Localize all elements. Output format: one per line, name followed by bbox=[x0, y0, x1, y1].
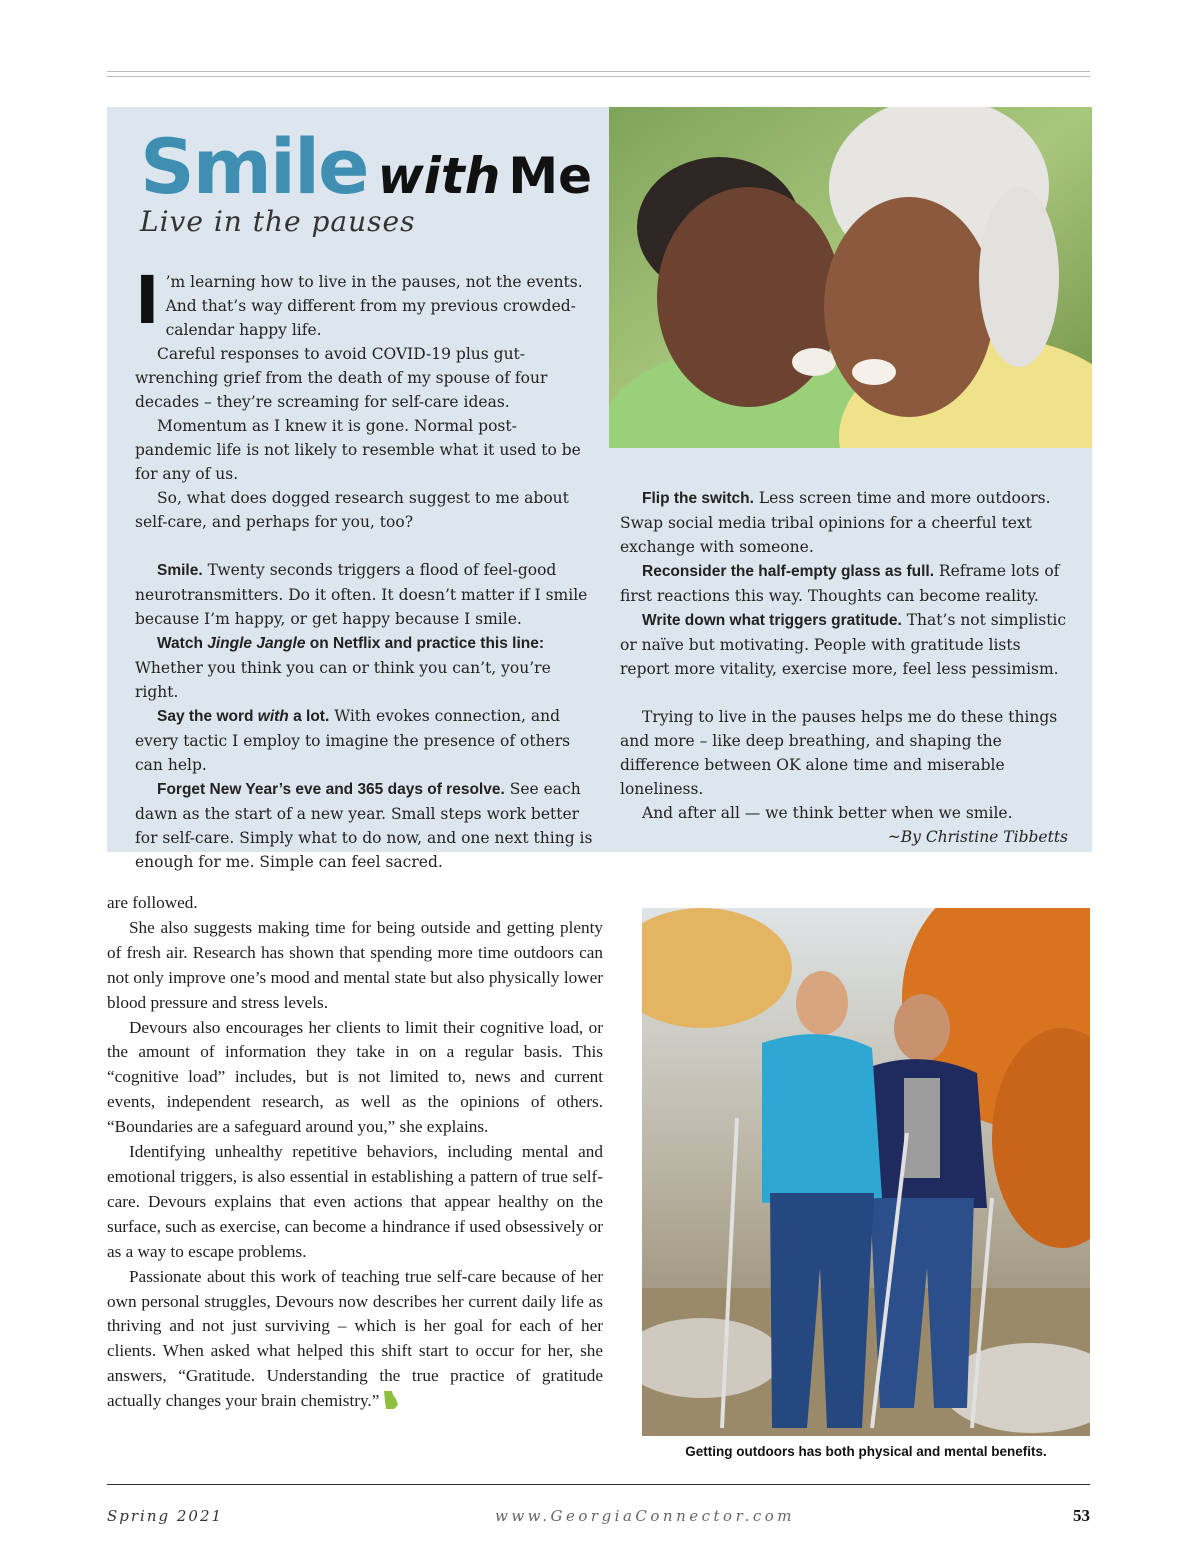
sidebar-subtitle: Live in the pauses bbox=[140, 205, 416, 238]
tip-flip-switch bbox=[620, 486, 1068, 559]
photo-caption: Getting outdoors has both physical and mental benefits. bbox=[685, 1444, 1047, 1459]
tip-jingle-jangle bbox=[135, 631, 593, 704]
title-smile: Smile bbox=[140, 122, 368, 211]
sidebar-paragraph: Careful responses to avoid COVID-19 plus gut-wrenching grief from the death of my spouse of four decades – they’re screaming for self-care ideas. bbox=[135, 345, 548, 411]
footer-website[interactable]: www.GeorgiaConnector.com bbox=[495, 1507, 796, 1525]
footer-rule bbox=[107, 1484, 1090, 1485]
sidebar-paragraph: Trying to live in the pauses helps me do these things and more – like deep breathing, and shaping the difference between OK alone time and miserable loneliness. bbox=[620, 708, 1058, 798]
tip-heading: Forget New Year’s eve and 365 days of resolve. bbox=[157, 781, 505, 798]
hikers-photo bbox=[642, 908, 1090, 1436]
article-paragraph bbox=[107, 1265, 603, 1414]
tip-heading bbox=[157, 708, 329, 725]
tip-body: Reframe lots of first reactions this way. Thoughts can become reality. bbox=[620, 562, 1060, 605]
article-text: Passionate about this work of teaching true self-care because of her own personal struggles, Devours now describes her current daily life as thriving and not just surviving – which is her goal for each of her clients. When asked what helped this shift start to occur for her, she answers, “Gratitude. Understanding the true practice of gratitude actually changes your brain chemistry.” bbox=[107, 1266, 603, 1411]
tip-heading: Flip the switch. bbox=[642, 490, 754, 507]
title-me: Me bbox=[508, 147, 593, 205]
article-paragraph: Identifying unhealthy repetitive behaviors, including mental and emotional triggers, is also essential in establishing a pattern of true self-care. Devours explains that even actions that appear healthy on the surface, such as exercise, can become a hindrance if used obsessively or as a way to escape problems. bbox=[107, 1142, 603, 1261]
sidebar-paragraph: So, what does dogged research suggest to me about self-care, and perhaps for you, too? bbox=[135, 489, 569, 531]
tip-body: Less screen time and more outdoors. Swap social media tribal opinions for a cheerful text exchange with someone. bbox=[620, 489, 1051, 556]
tip-heading bbox=[157, 635, 544, 652]
tip-heading-part: on Netflix and practice this line: bbox=[305, 635, 545, 652]
article-paragraph: Devours also encourages her clients to limit their cognitive load, or the amount of information they take in on a regular basis. This “cognitive load” includes, but is not limited to, news and current events, independent research, as well as the opinions of others. “Boundaries are a safeguard around you,” she explains. bbox=[107, 1017, 603, 1137]
byline: ~By Christine Tibbetts bbox=[887, 828, 1068, 846]
tip-new-year bbox=[135, 777, 593, 874]
couple-photo bbox=[609, 107, 1092, 448]
sidebar-paragraph bbox=[135, 262, 593, 342]
tip-heading-part: Say the word bbox=[157, 708, 258, 725]
tip-body: That’s not simplistic or naïve but motivating. People with gratitude lists report more vitality, exercise more, feel less pessimism. bbox=[620, 611, 1067, 678]
tip-heading-title: Jingle Jangle bbox=[207, 635, 306, 652]
tip-say-with bbox=[135, 704, 593, 777]
tip-body: With evokes connection, and every tactic I employ to imagine the presence of others can help. bbox=[135, 707, 571, 774]
top-rule-2 bbox=[107, 76, 1090, 77]
article-paragraph: are followed. bbox=[107, 893, 198, 912]
sidebar-paragraph: Momentum as I knew it is gone. Normal post-pandemic life is not likely to resemble what it used to be for any of us. bbox=[135, 417, 581, 483]
page-number: 53 bbox=[1073, 1506, 1090, 1525]
tip-heading: Reconsider the half-empty glass as full. bbox=[642, 563, 934, 580]
sidebar-paragraph: And after all — we think better when we smile. bbox=[642, 804, 1013, 822]
tip-heading-part: Watch bbox=[157, 635, 208, 652]
tip-heading-emph: with bbox=[257, 708, 289, 725]
top-rule bbox=[107, 71, 1090, 72]
drop-cap: I bbox=[135, 262, 160, 339]
article-paragraph: She also suggests making time for being outside and getting plenty of fresh air. Research has shown that spending more time outdoors can not only improve one’s mood and mental state but also physically lower blood pressure and stress levels. bbox=[107, 917, 603, 1012]
tip-body: Twenty seconds triggers a flood of feel-good neurotransmitters. Do it often. It doesn’t matter if I smile because I’m happy, or get happy because I smile. bbox=[135, 561, 588, 628]
sidebar-right-column bbox=[620, 486, 1068, 849]
title-with: with bbox=[377, 147, 501, 205]
sidebar-title bbox=[140, 122, 592, 211]
tip-heading: Smile. bbox=[157, 562, 203, 579]
tip-heading-part: a lot. bbox=[288, 708, 330, 725]
footer-issue: Spring 2021 bbox=[107, 1507, 224, 1525]
tip-heading: Write down what triggers gratitude. bbox=[642, 612, 902, 629]
tip-smile bbox=[135, 558, 593, 631]
tip-body: See each dawn as the start of a new year. Small steps work better for self-care. Simply what to do now, and one next thing is enough for me. Simple can feel sacred. bbox=[135, 780, 593, 871]
sidebar-text: ’m learning how to live in the pauses, not the events. And that’s way different from my previous crowded-calendar happy life. bbox=[165, 273, 583, 339]
tip-gratitude bbox=[620, 608, 1068, 681]
sidebar-left-column bbox=[135, 262, 593, 874]
tip-half-full bbox=[620, 559, 1068, 608]
tip-body: Whether you think you can or think you can’t, you’re right. bbox=[135, 659, 551, 701]
article-body bbox=[107, 891, 603, 1414]
georgia-endmark-icon bbox=[383, 1391, 399, 1409]
